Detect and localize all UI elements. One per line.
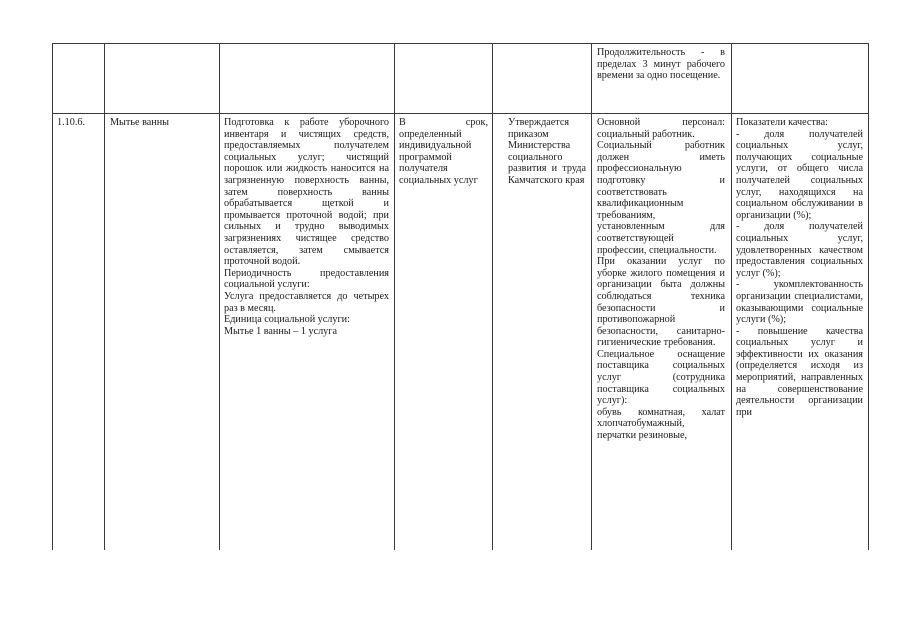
service-name-cell xyxy=(110,117,216,129)
service-name: Мытье ванны xyxy=(110,117,170,128)
conditions-staff: Основной персонал: социальный работник. xyxy=(597,117,725,140)
column-border xyxy=(219,43,220,550)
description-paragraph: Подготовка к работе уборочного инвентаря и чистящих средств, предоставляемых получателем социальных услуг; чистящий порошок или жидкость наносится на загрязненную поверхность ванны, затем поверхность ванны обрабатывается щеткой и промывается проточной водой; при сильных и трудно выводимых загрязнениях чистящее средство оставляется, затем смывается проточной водой. xyxy=(224,117,389,268)
duration-text: Продолжительность - в пределах 3 минут рабочего времени за одно посещение. xyxy=(597,47,725,82)
quality-indicator: - доля получателей социальных услуг, получающих социальные услуги, от общего числа получателей социальных услуг, находящихся на социальном обслуживании в организации (%); xyxy=(736,128,863,221)
conditions-safety: При оказании услуг по уборке жилого помещения и организации быта должны соблюдаться техника безопасности и противопожарной безопасности, санитарно-гигиенические требования. xyxy=(597,256,725,349)
periodicity-label: Периодичность предоставления социальной услуги: xyxy=(224,267,389,291)
conditions-equipment: Специальное оснащение поставщика социальных услуг (сотрудника поставщика социальных услуг): xyxy=(597,348,725,407)
description-cell xyxy=(224,117,389,550)
quality-indicator: - доля получателей социальных услуг, удовлетворенных качеством предоставления социальных услуг (%); xyxy=(736,221,863,279)
column-border xyxy=(104,43,105,550)
quality-indicator: - укомплектованность организации специалистами, оказывающими социальные услуги (%); xyxy=(736,279,863,326)
conditions-equipment-list: обувь комнатная, халат хлопчатобумажный, перчатки резиновые, xyxy=(597,406,725,442)
periodicity-value: Услуга предоставляется до четырех раз в месяц. xyxy=(224,290,389,314)
unit-label: Единица социальной услуги: xyxy=(224,314,350,326)
row-divider xyxy=(52,113,869,114)
service-number: 1.10.6. xyxy=(57,117,86,128)
duration-cell xyxy=(597,47,725,109)
column-border xyxy=(492,43,493,550)
quality-heading: Показатели качества: xyxy=(736,117,828,128)
table-top-border xyxy=(52,43,869,44)
column-border xyxy=(394,43,395,550)
conditions-cell xyxy=(597,117,725,550)
quality-indicator: - повышение качества социальных услуг и эффективности их оказания (определяется исходя из мероприятий, направленных на совершенствование деятельности организации при xyxy=(736,325,863,418)
term-cell xyxy=(399,117,488,187)
approval-cell xyxy=(508,117,586,187)
term-text: В срок, определенный индивидуальной программой получателя социальных услуг xyxy=(399,117,488,186)
quality-cell xyxy=(736,117,863,550)
column-border xyxy=(52,43,53,550)
conditions-qualification: Социальный работник должен иметь профессиональную подготовку и соответствовать квалификационным требованиям, установленным для соответствующей профессии, специальности. xyxy=(597,140,725,256)
unit-value: Мытье 1 ванны – 1 услуга xyxy=(224,325,337,337)
column-border xyxy=(731,43,732,550)
service-number-cell xyxy=(57,117,101,129)
approval-text: Утверждается приказом Министерства социального развития и труда Камчатского края xyxy=(508,117,586,186)
column-border xyxy=(868,43,869,550)
column-border xyxy=(591,43,592,550)
